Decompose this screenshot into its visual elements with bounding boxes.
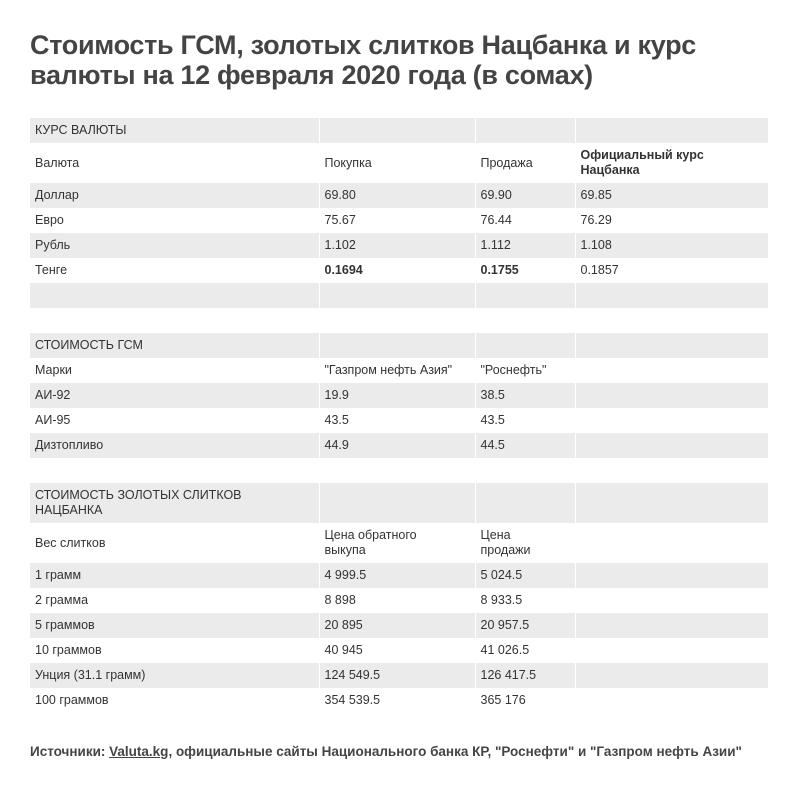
column-header-row <box>30 523 768 563</box>
table-cell: 126 417.5 <box>475 663 575 688</box>
sources-suffix: , официальные сайты Национального банка КР, "Роснефти" и "Газпром нефть Азии" <box>168 744 742 759</box>
column-header: Вес слитков <box>30 523 319 563</box>
table-cell: 44.9 <box>319 433 475 458</box>
column-header-row <box>30 143 768 183</box>
column-header: Цена продажи <box>475 523 575 563</box>
table-cell: 1.108 <box>575 233 768 258</box>
section-header-row <box>30 483 768 523</box>
table-cell: 20 957.5 <box>475 613 575 638</box>
page-title: Стоимость ГСМ, золотых слитков Нацбанка и курс валюты на 12 февраля 2020 года (в сомах) <box>30 30 696 90</box>
section-title: СТОИМОСТЬ ЗОЛОТЫХ СЛИТКОВ НАЦБАНКА <box>30 483 319 523</box>
table-row <box>30 233 768 258</box>
table-row <box>30 208 768 233</box>
column-header: "Газпром нефть Азия" <box>319 358 475 383</box>
table-cell: 365 176 <box>475 688 575 713</box>
table-cell: 43.5 <box>319 408 475 433</box>
table-row <box>30 183 768 208</box>
sources-prefix: Источники: <box>30 744 110 759</box>
table-cell: 40 945 <box>319 638 475 663</box>
sources-note <box>30 744 770 759</box>
table-cell: АИ-92 <box>30 383 319 408</box>
table-cell: 76.29 <box>575 208 768 233</box>
table-cell: 19.9 <box>319 383 475 408</box>
column-header: Цена обратного выкупа <box>319 523 475 563</box>
table-cell: 41 026.5 <box>475 638 575 663</box>
column-header: "Роснефть" <box>475 358 575 383</box>
table-cell: 354 539.5 <box>319 688 475 713</box>
table-cell: 1 грамм <box>30 563 319 588</box>
column-header-row <box>30 358 768 383</box>
table-row <box>30 383 768 408</box>
column-header: Покупка <box>319 143 475 183</box>
table-row <box>30 588 768 613</box>
table-cell: Евро <box>30 208 319 233</box>
table-cell: 20 895 <box>319 613 475 638</box>
table-cell: 1.102 <box>319 233 475 258</box>
table-cell: 4 999.5 <box>319 563 475 588</box>
table-cell: 0.1857 <box>575 258 768 283</box>
fuel-table <box>30 333 769 458</box>
table-cell: 124 549.5 <box>319 663 475 688</box>
table-row <box>30 563 768 588</box>
table-cell: 8 933.5 <box>475 588 575 613</box>
column-header: Продажа <box>475 143 575 183</box>
empty-row <box>30 283 768 308</box>
table-cell: 75.67 <box>319 208 475 233</box>
table-cell: 5 024.5 <box>475 563 575 588</box>
section-title: КУРС ВАЛЮТЫ <box>30 118 319 143</box>
table-row <box>30 408 768 433</box>
table-cell: 69.80 <box>319 183 475 208</box>
table-cell: 38.5 <box>475 383 575 408</box>
table-cell: 5 граммов <box>30 613 319 638</box>
section-header-row <box>30 118 768 143</box>
gold-table <box>30 483 769 713</box>
table-row <box>30 638 768 663</box>
table-row <box>30 688 768 713</box>
valuta-link[interactable]: Valuta.kg <box>109 744 169 759</box>
table-cell: 100 граммов <box>30 688 319 713</box>
column-header: Марки <box>30 358 319 383</box>
section-title: СТОИМОСТЬ ГСМ <box>30 333 319 358</box>
column-header: Официальный курс Нацбанка <box>575 143 768 183</box>
section-header-row <box>30 333 768 358</box>
table-cell: 44.5 <box>475 433 575 458</box>
table-cell: Рубль <box>30 233 319 258</box>
table-cell: 69.85 <box>575 183 768 208</box>
table-cell: 0.1755 <box>475 258 575 283</box>
table-row <box>30 433 768 458</box>
table-cell: 2 грамма <box>30 588 319 613</box>
table-cell: 43.5 <box>475 408 575 433</box>
table-cell: 8 898 <box>319 588 475 613</box>
table-row <box>30 258 768 283</box>
table-cell: Тенге <box>30 258 319 283</box>
table-cell: Дизтопливо <box>30 433 319 458</box>
table-row <box>30 663 768 688</box>
table-cell: 1.112 <box>475 233 575 258</box>
table-cell: Доллар <box>30 183 319 208</box>
table-cell: 69.90 <box>475 183 575 208</box>
column-header: Валюта <box>30 143 319 183</box>
table-cell: АИ-95 <box>30 408 319 433</box>
table-cell: 10 граммов <box>30 638 319 663</box>
currency-table <box>30 118 769 308</box>
table-row <box>30 613 768 638</box>
table-cell: Унция (31.1 грамм) <box>30 663 319 688</box>
table-cell: 76.44 <box>475 208 575 233</box>
table-cell: 0.1694 <box>319 258 475 283</box>
